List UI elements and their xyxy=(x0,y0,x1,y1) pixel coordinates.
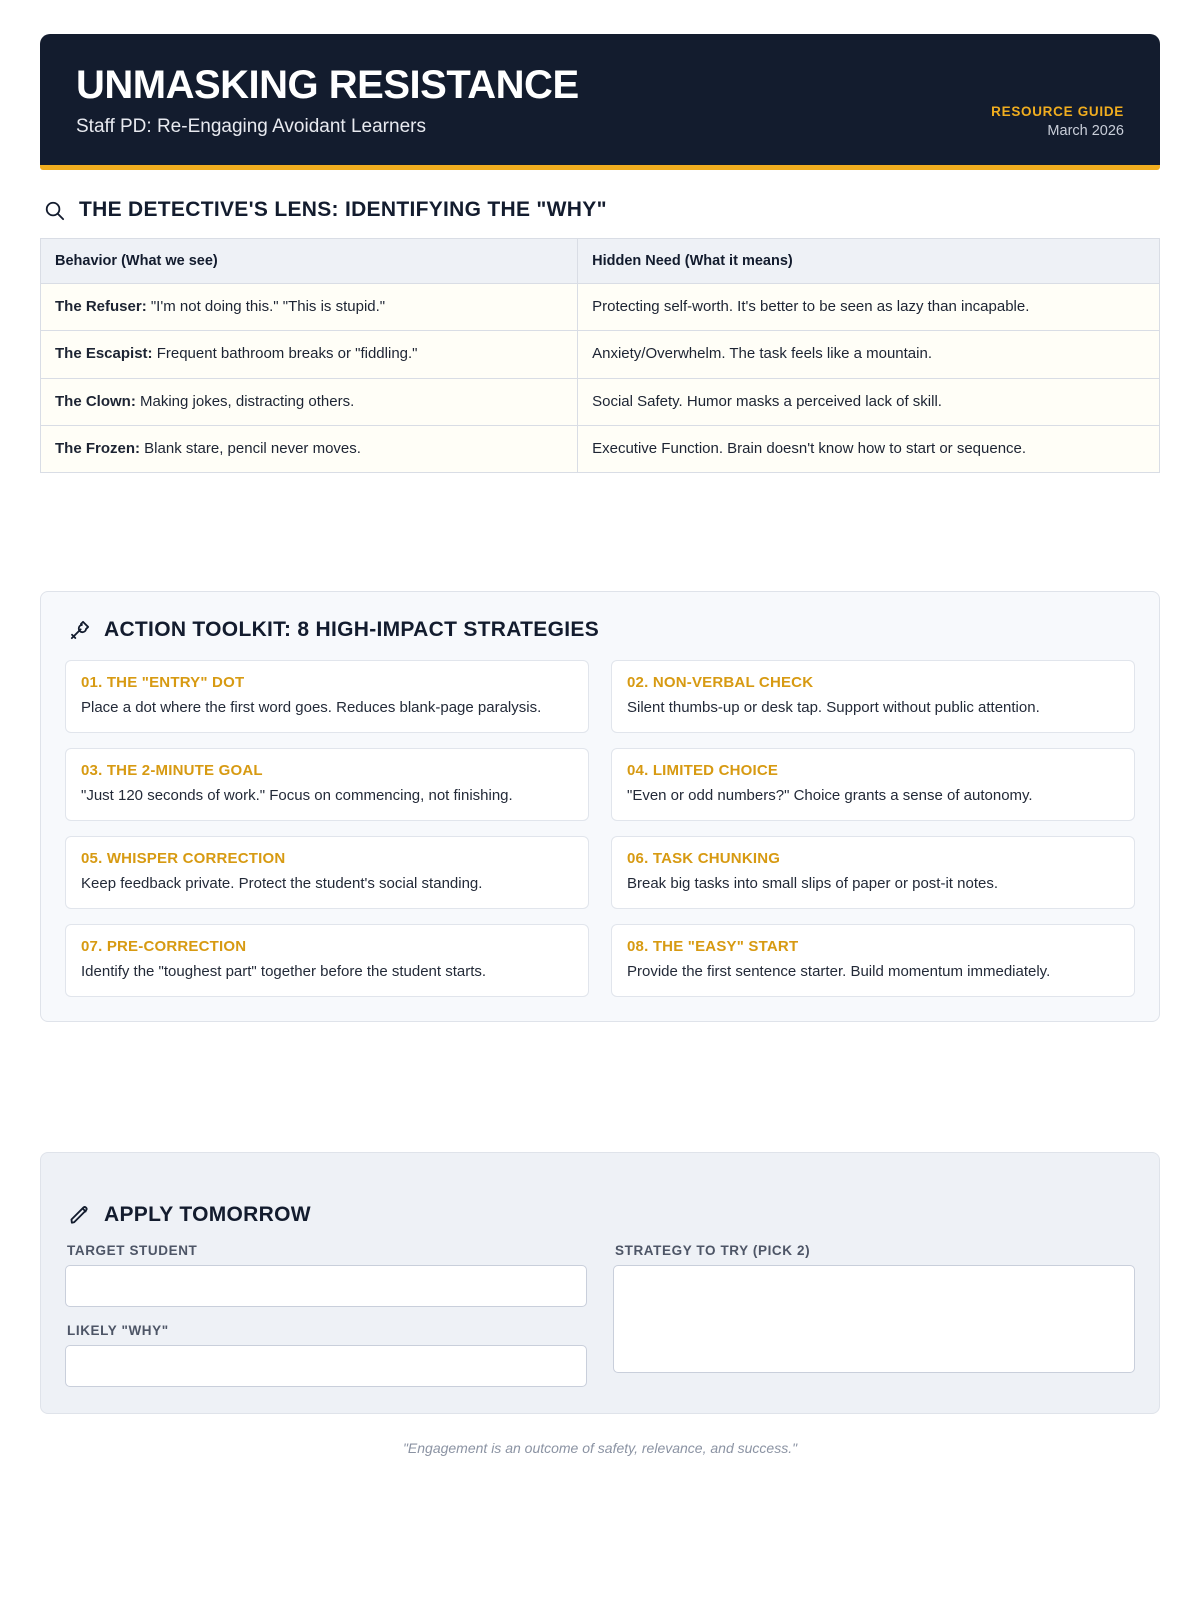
behavior-text: Blank stare, pencil never moves. xyxy=(144,439,361,457)
target-student-input[interactable] xyxy=(65,1265,587,1307)
strategy-card-title: 03. THE 2-MINUTE GOAL xyxy=(81,762,263,779)
resource-guide-badge: RESOURCE GUIDE xyxy=(991,104,1124,119)
strategy-card-body: Keep feedback private. Protect the student's social standing. xyxy=(81,875,483,892)
strategy-card xyxy=(65,748,589,821)
strategy-card xyxy=(65,924,589,997)
strategy-card-title: 04. LIMITED CHOICE xyxy=(627,762,779,779)
strategy-card-title: 02. NON-VERBAL CHECK xyxy=(627,674,814,691)
behavior-text: Frequent bathroom breaks or "fiddling." xyxy=(156,345,418,363)
strategy-card xyxy=(611,748,1135,821)
footer-quote: "Engagement is an outcome of safety, relevance, and success." xyxy=(402,1440,798,1456)
toolkit-section-title: ACTION TOOLKIT: 8 HIGH-IMPACT STRATEGIES xyxy=(104,618,599,641)
apply-section-title: APPLY TOMORROW xyxy=(104,1203,311,1226)
likely-why-label: LIKELY "WHY" xyxy=(67,1323,169,1338)
apply-right-column xyxy=(613,1243,1135,1387)
header-accent-rule xyxy=(40,165,1160,170)
document-header xyxy=(40,34,1160,165)
behavior-text: "I'm not doing this." "This is stupid." xyxy=(150,298,386,315)
strategy-card xyxy=(611,924,1135,997)
column-header-behavior: Behavior (What we see) xyxy=(41,239,578,284)
strategy-card-title: 01. THE "ENTRY" DOT xyxy=(81,674,245,691)
field-spacer xyxy=(65,1307,587,1323)
behavior-label: The Refuser: xyxy=(55,298,147,315)
cell-behavior xyxy=(41,378,578,425)
cell-need: Protecting self-worth. It's better to be seen as lazy than incapable. xyxy=(578,284,1160,331)
cell-behavior xyxy=(41,331,578,378)
toolkit-section xyxy=(40,591,1160,1022)
header-right-block xyxy=(991,64,1124,139)
apply-panel xyxy=(40,1152,1160,1414)
magnifier-icon xyxy=(42,198,66,222)
behavior-text: Making jokes, distracting others. xyxy=(140,392,355,410)
strategy-card-body: Provide the first sentence starter. Build momentum immediately. xyxy=(627,963,1051,980)
pencil-icon xyxy=(67,1203,91,1227)
apply-left-column xyxy=(65,1243,587,1387)
strategy-card-grid xyxy=(65,660,1135,997)
header-left-block xyxy=(76,64,579,138)
toolkit-section-heading xyxy=(67,618,1135,642)
cell-need: Anxiety/Overwhelm. The task feels like a mountain. xyxy=(578,331,1160,378)
apply-section-heading xyxy=(67,1203,1135,1227)
table-header-row xyxy=(41,239,1160,284)
strategy-card-body: Break big tasks into small slips of paper or post-it notes. xyxy=(627,875,999,892)
table-row xyxy=(41,425,1160,472)
cell-behavior xyxy=(41,284,578,331)
page-title: UNMASKING RESISTANCE xyxy=(76,63,579,107)
strategy-card xyxy=(611,836,1135,909)
lens-section-title: THE DETECTIVE'S LENS: IDENTIFYING THE "WHY" xyxy=(79,198,607,221)
apply-section xyxy=(40,1152,1160,1414)
strategy-to-try-input[interactable] xyxy=(613,1265,1135,1373)
strategy-to-try-label: STRATEGY TO TRY (PICK 2) xyxy=(615,1243,811,1258)
cell-behavior xyxy=(41,425,578,472)
wrench-icon xyxy=(67,618,91,642)
strategy-card-title: 06. TASK CHUNKING xyxy=(627,850,781,867)
behavior-label: The Escapist: xyxy=(55,345,153,363)
strategy-card-title: 08. THE "EASY" START xyxy=(627,938,799,955)
apply-form-grid xyxy=(65,1243,1135,1387)
likely-why-input[interactable] xyxy=(65,1345,587,1387)
table-row xyxy=(41,378,1160,425)
strategy-card-body: Place a dot where the first word goes. Reduces blank-page paralysis. xyxy=(81,699,542,716)
behavior-label: The Clown: xyxy=(55,392,136,410)
strategy-card-body: "Even or odd numbers?" Choice grants a sense of autonomy. xyxy=(627,787,1033,804)
table-row xyxy=(41,284,1160,331)
behavior-label: The Frozen: xyxy=(55,439,140,457)
behavior-need-table xyxy=(40,238,1160,473)
toolkit-panel xyxy=(40,591,1160,1022)
strategy-card xyxy=(65,836,589,909)
strategy-card-body: Silent thumbs-up or desk tap. Support without public attention. xyxy=(627,699,1040,716)
document-date: March 2026 xyxy=(1047,123,1124,139)
strategy-card xyxy=(65,660,589,733)
lens-section-heading xyxy=(42,198,1160,222)
cell-need: Social Safety. Humor masks a perceived lack of skill. xyxy=(578,378,1160,425)
target-student-label: TARGET STUDENT xyxy=(67,1243,198,1258)
table-row xyxy=(41,331,1160,378)
strategy-card-body: Identify the "toughest part" together before the student starts. xyxy=(81,963,487,980)
column-header-need: Hidden Need (What it means) xyxy=(578,239,1160,284)
strategy-card xyxy=(611,660,1135,733)
cell-need: Executive Function. Brain doesn't know how to start or sequence. xyxy=(578,425,1160,472)
strategy-card-body: "Just 120 seconds of work." Focus on commencing, not finishing. xyxy=(81,787,513,804)
page-subtitle: Staff PD: Re-Engaging Avoidant Learners xyxy=(76,116,426,137)
strategy-card-title: 05. WHISPER CORRECTION xyxy=(81,850,286,867)
strategy-card-title: 07. PRE-CORRECTION xyxy=(81,938,247,955)
